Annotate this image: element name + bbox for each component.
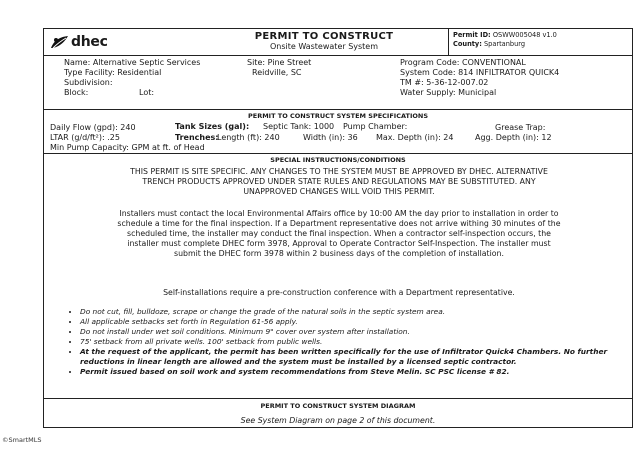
tm-number: TM #: 5-36-12-007.02 (400, 78, 489, 87)
program-code: Program Code: CONVENTIONAL (400, 58, 526, 67)
notice-line: THIS PERMIT IS SITE SPECIFIC. ANY CHANGES TO THE SYSTEM MUST BE APPROVED BY DHEC. ALTERNATIVE (130, 167, 548, 176)
trench-width: Width (in): 36 (303, 133, 358, 142)
permit-id-value: OSWW005048 v1.0 (492, 31, 557, 39)
self-installation-note: Self-installations require a pre-construction conference with a Department representative. (163, 288, 515, 297)
lot: Lot: (139, 88, 155, 97)
specs-title: PERMIT TO CONSTRUCT SYSTEM SPECIFICATIONS (247, 112, 429, 120)
title-block (194, 31, 454, 51)
trenches-label: Trenches: (175, 133, 219, 142)
subdivision: Subdivision: (64, 78, 113, 87)
site-address: Site: Pine Street (247, 58, 312, 67)
watermark: ©SmartMLS (2, 436, 42, 444)
county-value: Spartanburg (483, 40, 526, 48)
applicant-name: Name: Alternative Septic Services (64, 58, 201, 67)
site-info-section (44, 55, 632, 110)
min-pump-capacity: Min Pump Capacity: GPM at ft. of Head (50, 143, 205, 152)
block: Block: (64, 88, 89, 97)
list-item: • At the request of the applicant, the permit has been written specifically for the use of Infiltrator Quick4 Chambers. No further reductions in linear length are allowed and the system must be installed by a licensed septic contractor. (80, 347, 620, 367)
instruction-line: Installers must contact the local Environmental Affairs office by 10:00 AM the day prior to installation in order to (119, 209, 559, 218)
instruction-line: submit the DHEC form 3978 within 2 business days of the completion of installation. (174, 249, 504, 258)
system-code: System Code: 814 INFILTRATOR QUICK4 (400, 68, 560, 77)
permit-id-box (448, 29, 632, 55)
instruction-line: installer must complete DHEC form 3978, Approval to Operate Contractor Self-Inspection. The installer must (127, 239, 551, 248)
water-supply: Water Supply: Municipal (400, 88, 497, 97)
county-label: County: (453, 40, 482, 48)
dhec-logo-text: dhec (71, 34, 108, 50)
daily-flow: Daily Flow (gpd): 240 (50, 123, 136, 132)
special-instructions-section (44, 153, 632, 399)
diagram-title: PERMIT TO CONSTRUCT SYSTEM DIAGRAM (260, 402, 416, 410)
instruction-line: scheduled time, the installer may conduct the final inspection. When a contractor self-inspection occurs, the (127, 229, 551, 238)
list-item: • Do not install under wet soil conditions. Minimum 9" cover over system after installation. (80, 327, 620, 337)
diagram-note: See System Diagram on page 2 of this document. (240, 416, 436, 425)
permit-header (44, 29, 632, 56)
instruction-line: schedule a time for the final inspection. If a Department representative does not arrive withing 30 minutes of the (117, 219, 561, 228)
tank-sizes-label: Tank Sizes (gal): (175, 122, 250, 131)
dhec-leaf-icon (50, 35, 70, 50)
septic-tank-size: Septic Tank: 1000 (263, 122, 335, 131)
list-item: • Do not cut, fill, bulldoze, scrape or change the grade of the natural soils in the septic system area. (80, 307, 620, 317)
trench-length: Length (ft): 240 (217, 133, 280, 142)
type-facility: Type Facility: Residential (64, 68, 162, 77)
aggregate-depth: Agg. Depth (in): 12 (475, 133, 552, 142)
trench-max-depth: Max. Depth (in): 24 (376, 133, 454, 142)
page-title: PERMIT TO CONSTRUCT (254, 31, 394, 42)
page-subtitle: Onsite Wastewater System (269, 42, 379, 51)
site-city: Reidville, SC (252, 68, 302, 77)
permit-id-label: Permit ID: (453, 31, 491, 39)
dhec-logo (50, 34, 108, 50)
permit-document (43, 28, 633, 428)
system-specifications-section (44, 109, 632, 154)
ltar: LTAR (g/d/ft²): .25 (50, 133, 120, 142)
list-item: • Permit issued based on soil work and system recommendations from Steve Melin. SC PSC license # 82. (80, 367, 620, 377)
notice-line: UNAPPROVED CHANGES WILL VOID THIS PERMIT. (243, 187, 435, 196)
list-item: • All applicable setbacks set forth in Regulation 61-56 apply. (80, 317, 620, 327)
list-item: • 75' setback from all private wells. 100' setback from public wells. (80, 337, 620, 347)
conditions-list (66, 307, 620, 377)
grease-trap: Grease Trap: (495, 123, 546, 132)
pump-chamber: Pump Chamber: (343, 122, 408, 131)
notice-line: TRENCH PRODUCTS APPROVED UNDER STATE RULES AND REGULATIONS MAY BE SUBSTITUTED. ANY (142, 177, 536, 186)
inspection-instructions (54, 209, 624, 259)
system-diagram-section (44, 398, 632, 429)
special-title: SPECIAL INSTRUCTIONS/CONDITIONS (270, 156, 406, 164)
site-specific-notice (54, 167, 624, 197)
